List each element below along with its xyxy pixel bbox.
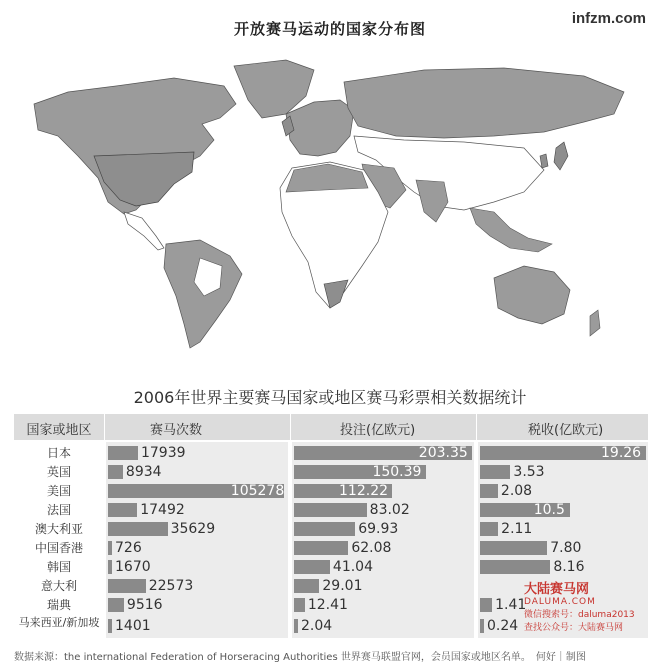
- races-bar: [108, 579, 146, 593]
- brand-logo: infzm.com: [571, 10, 646, 27]
- races-value-label: 17492: [140, 502, 185, 518]
- races-value-label: 8934: [125, 464, 162, 480]
- betting-bar: [294, 503, 367, 517]
- betting-bar: [294, 579, 319, 593]
- watermark-wechat: 微信搜索号：daluma2013: [524, 610, 635, 620]
- races-value-label: 17939: [140, 445, 186, 461]
- source-note: 数据来源：the international Federation of Horseracing Authorities 世界赛马联盟官网，会员国家或地区名单。 何好｜制图: [14, 652, 586, 663]
- races-value-label: 35629: [170, 521, 216, 537]
- tax-value-label: 0.24: [487, 618, 519, 634]
- region-label: 中国香港: [34, 541, 83, 555]
- betting-bar: [294, 598, 305, 612]
- region-label: 美国: [46, 484, 71, 498]
- world-map: [24, 52, 638, 352]
- races-value-label: 726: [115, 540, 142, 556]
- tax-bar: [480, 484, 498, 498]
- races-value-label: 1670: [115, 559, 151, 575]
- races-bar: [108, 465, 123, 479]
- southeast-asia: [470, 208, 552, 252]
- column-separator: [104, 414, 105, 638]
- watermark-domain: DALUMA.COM: [524, 597, 596, 607]
- betting-bar: [294, 541, 348, 555]
- tax-value-label: 8.16: [553, 559, 585, 575]
- region-label: 澳大利亚: [34, 522, 83, 536]
- russia: [344, 68, 624, 138]
- tax-value-label: 3.53: [513, 464, 545, 480]
- map-title: 开放赛马运动的国家分布图: [233, 20, 426, 38]
- new-zealand: [590, 310, 600, 336]
- races-bar: [108, 522, 168, 536]
- central-america: [124, 212, 164, 250]
- tax-bar: [480, 619, 484, 633]
- chart-title: 2006年世界主要赛马国家或地区赛马彩票相关数据统计: [133, 388, 527, 407]
- watermark-name: 大陆赛马网: [524, 582, 590, 597]
- tax-value-label: 19.26: [601, 445, 642, 461]
- region-label: 韩国: [46, 560, 71, 574]
- column-separator: [476, 414, 477, 638]
- tax-bar: [480, 522, 498, 536]
- tax-bar: [480, 560, 550, 574]
- races-bar: [108, 446, 138, 460]
- betting-value-label: 83.02: [369, 502, 410, 518]
- tax-bar: [480, 541, 547, 555]
- races-bar: [108, 619, 112, 633]
- races-bar: [108, 598, 124, 612]
- races-value-label: 105278: [230, 483, 285, 499]
- header-betting: 投注(亿欧元): [340, 423, 416, 438]
- races-bar: [108, 560, 112, 574]
- australia: [494, 266, 570, 324]
- japan: [554, 142, 568, 170]
- betting-value-label: 41.04: [332, 559, 374, 575]
- tax-bar: [480, 465, 510, 479]
- tax-value-label: 1.41: [495, 597, 527, 613]
- watermark-account: 查找公众号：大陆赛马网: [524, 623, 624, 633]
- korea: [540, 154, 548, 168]
- column-separator: [290, 414, 291, 638]
- header-races: 赛马次数: [150, 423, 203, 438]
- region-label: 马来西亚/新加坡: [18, 616, 100, 629]
- india: [416, 180, 448, 222]
- region-label: 日本: [46, 446, 71, 460]
- betting-value-label: 12.41: [307, 597, 348, 613]
- betting-value-label: 150.39: [372, 464, 422, 480]
- betting-value-label: 29.01: [322, 578, 363, 594]
- region-label: 瑞典: [46, 598, 71, 612]
- tax-value-label: 7.80: [550, 540, 582, 556]
- tax-value-label: 2.11: [501, 521, 533, 537]
- races-bar: [108, 503, 137, 517]
- betting-value-label: 2.04: [301, 618, 333, 634]
- betting-value-label: 203.35: [418, 445, 468, 461]
- header-region: 国家或地区: [26, 423, 92, 438]
- betting-bar: [294, 560, 330, 574]
- tax-value-label: 10.5: [533, 502, 565, 518]
- region-label: 意大利: [40, 579, 77, 593]
- betting-value-label: 69.93: [358, 521, 399, 537]
- races-value-label: 22573: [148, 578, 194, 594]
- races-bar: [108, 541, 112, 555]
- races-value-label: 9516: [126, 597, 163, 613]
- betting-bar: [294, 522, 355, 536]
- europe: [286, 100, 354, 156]
- tax-value-label: 2.08: [500, 483, 533, 499]
- betting-value-label: 112.22: [339, 483, 389, 499]
- region-label: 法国: [46, 503, 71, 517]
- races-value-label: 1401: [115, 618, 151, 634]
- betting-bar: [294, 619, 298, 633]
- region-label: 英国: [46, 465, 71, 479]
- betting-value-label: 62.08: [351, 540, 392, 556]
- header-tax: 税收(亿欧元): [528, 423, 604, 438]
- tax-bar: [480, 598, 492, 612]
- watermark: [524, 578, 654, 638]
